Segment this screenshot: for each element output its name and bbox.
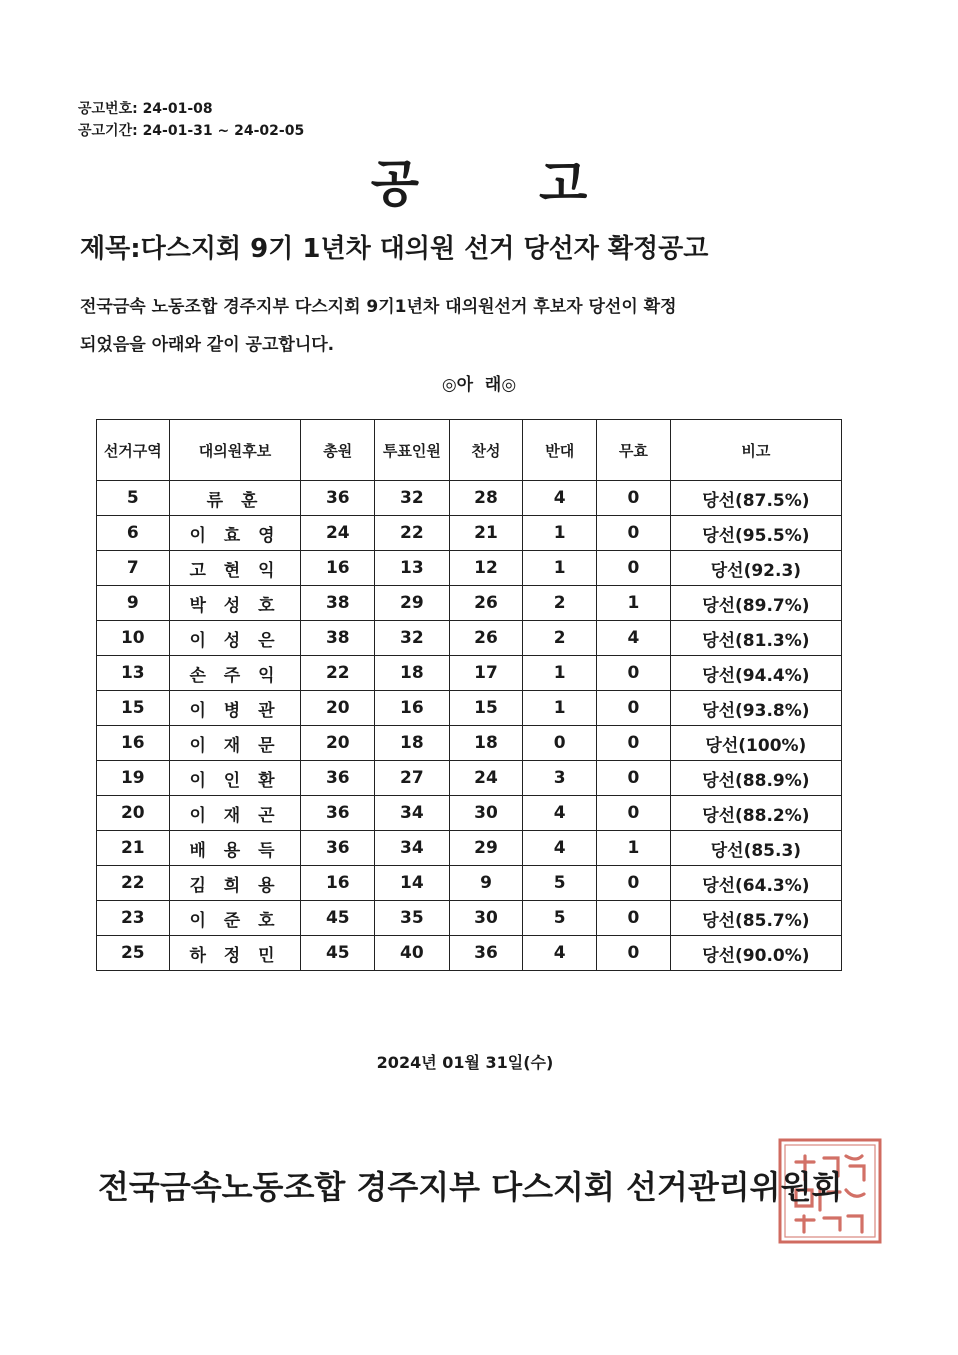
cell-district: 21	[97, 831, 170, 866]
cell-for: 17	[449, 656, 523, 691]
cell-against: 4	[523, 796, 597, 831]
cell-against: 5	[523, 901, 597, 936]
cell-invalid: 0	[597, 936, 671, 971]
cell-against: 5	[523, 866, 597, 901]
cell-voters: 32	[375, 481, 450, 516]
table-row	[97, 726, 842, 761]
cell-candidate: 이 재 곤	[169, 796, 301, 831]
cell-candidate: 김 희 용	[169, 866, 301, 901]
cell-invalid: 0	[597, 761, 671, 796]
cell-district: 13	[97, 656, 170, 691]
cell-total: 36	[301, 831, 375, 866]
cell-for: 30	[449, 796, 523, 831]
table-row	[97, 551, 842, 586]
cell-invalid: 0	[597, 691, 671, 726]
cell-district: 22	[97, 866, 170, 901]
table-row	[97, 691, 842, 726]
cell-voters: 22	[375, 516, 450, 551]
results-table	[96, 419, 842, 971]
cell-invalid: 0	[597, 481, 671, 516]
cell-for: 26	[449, 586, 523, 621]
cell-candidate: 이 성 은	[169, 621, 301, 656]
cell-district: 9	[97, 586, 170, 621]
notice-period: 공고기간: 24-01-31 ~ 24-02-05	[78, 123, 305, 139]
cell-voters: 35	[375, 901, 450, 936]
cell-candidate: 박 성 호	[169, 586, 301, 621]
cell-for: 24	[449, 761, 523, 796]
cell-candidate: 배 용 득	[169, 831, 301, 866]
cell-voters: 13	[375, 551, 450, 586]
cell-remarks: 당선(95.5%)	[670, 516, 841, 551]
body-line-2: 되었음을 아래와 같이 공고합니다.	[80, 335, 335, 355]
cell-total: 16	[301, 551, 375, 586]
body-paragraph	[80, 288, 677, 364]
cell-candidate: 이 인 환	[169, 761, 301, 796]
cell-district: 5	[97, 481, 170, 516]
cell-voters: 32	[375, 621, 450, 656]
cell-remarks: 당선(85.7%)	[670, 901, 841, 936]
cell-for: 15	[449, 691, 523, 726]
cell-invalid: 0	[597, 551, 671, 586]
cell-district: 16	[97, 726, 170, 761]
cell-for: 12	[449, 551, 523, 586]
cell-against: 1	[523, 691, 597, 726]
header-remarks: 비고	[670, 420, 841, 481]
header-for: 찬성	[449, 420, 523, 481]
cell-for: 21	[449, 516, 523, 551]
table-row	[97, 936, 842, 971]
cell-total: 38	[301, 586, 375, 621]
header-against: 반대	[523, 420, 597, 481]
cell-invalid: 0	[597, 656, 671, 691]
cell-remarks: 당선(87.5%)	[670, 481, 841, 516]
cell-remarks: 당선(92.3)	[670, 551, 841, 586]
cell-voters: 18	[375, 656, 450, 691]
cell-against: 4	[523, 831, 597, 866]
notice-date: 2024년 01월 31일(수)	[376, 1053, 554, 1072]
cell-against: 1	[523, 516, 597, 551]
cell-remarks: 당선(94.4%)	[670, 656, 841, 691]
cell-district: 20	[97, 796, 170, 831]
cell-voters: 18	[375, 726, 450, 761]
cell-voters: 29	[375, 586, 450, 621]
cell-remarks: 당선(85.3)	[670, 831, 841, 866]
title-char-right: 고	[539, 155, 588, 213]
cell-district: 7	[97, 551, 170, 586]
cell-remarks: 당선(64.3%)	[670, 866, 841, 901]
cell-district: 15	[97, 691, 170, 726]
cell-candidate: 손 주 익	[169, 656, 301, 691]
cell-candidate: 이 재 문	[169, 726, 301, 761]
cell-for: 18	[449, 726, 523, 761]
table-row	[97, 481, 842, 516]
cell-for: 29	[449, 831, 523, 866]
header-district: 선거구역	[97, 420, 170, 481]
cell-against: 1	[523, 656, 597, 691]
cell-voters: 14	[375, 866, 450, 901]
cell-invalid: 1	[597, 831, 671, 866]
cell-total: 22	[301, 656, 375, 691]
cell-remarks: 당선(89.7%)	[670, 586, 841, 621]
cell-total: 24	[301, 516, 375, 551]
cell-total: 36	[301, 796, 375, 831]
subject-line: 제목:다스지회 9기 1년차 대의원 선거 당선자 확정공고	[80, 234, 709, 264]
cell-total: 45	[301, 936, 375, 971]
cell-district: 10	[97, 621, 170, 656]
table-row	[97, 796, 842, 831]
cell-voters: 16	[375, 691, 450, 726]
table-row	[97, 901, 842, 936]
cell-candidate: 고 현 익	[169, 551, 301, 586]
table-row	[97, 621, 842, 656]
cell-district: 6	[97, 516, 170, 551]
cell-district: 23	[97, 901, 170, 936]
cell-candidate: 류 훈	[169, 481, 301, 516]
cell-invalid: 0	[597, 516, 671, 551]
cell-total: 36	[301, 761, 375, 796]
cell-total: 16	[301, 866, 375, 901]
cell-against: 0	[523, 726, 597, 761]
cell-for: 30	[449, 901, 523, 936]
cell-for: 26	[449, 621, 523, 656]
page-title	[0, 144, 958, 216]
cell-against: 1	[523, 551, 597, 586]
cell-invalid: 0	[597, 901, 671, 936]
cell-total: 20	[301, 726, 375, 761]
header-invalid: 무효	[597, 420, 671, 481]
table-row	[97, 516, 842, 551]
section-marker: ◎아 래◎	[441, 375, 517, 395]
header-voters: 투표인원	[375, 420, 450, 481]
table-body	[97, 481, 842, 971]
cell-district: 19	[97, 761, 170, 796]
cell-voters: 40	[375, 936, 450, 971]
cell-invalid: 0	[597, 866, 671, 901]
table-header-row	[97, 420, 842, 481]
cell-against: 2	[523, 621, 597, 656]
cell-against: 2	[523, 586, 597, 621]
cell-candidate: 하 정 민	[169, 936, 301, 971]
cell-total: 20	[301, 691, 375, 726]
cell-remarks: 당선(88.9%)	[670, 761, 841, 796]
cell-remarks: 당선(93.8%)	[670, 691, 841, 726]
notice-number: 공고번호: 24-01-08	[78, 101, 213, 117]
cell-voters: 27	[375, 761, 450, 796]
notice-meta	[78, 98, 304, 142]
cell-invalid: 1	[597, 586, 671, 621]
cell-candidate: 이 효 영	[169, 516, 301, 551]
cell-for: 9	[449, 866, 523, 901]
title-char-left: 공	[370, 155, 419, 213]
organization-name: 전국금속노동조합 경주지부 다스지회 선거관리위원회	[98, 1168, 843, 1206]
cell-total: 36	[301, 481, 375, 516]
cell-invalid: 0	[597, 796, 671, 831]
cell-for: 28	[449, 481, 523, 516]
table-row	[97, 866, 842, 901]
cell-against: 4	[523, 936, 597, 971]
table-row	[97, 831, 842, 866]
cell-against: 3	[523, 761, 597, 796]
header-candidate: 대의원후보	[169, 420, 301, 481]
table-row	[97, 656, 842, 691]
cell-invalid: 0	[597, 726, 671, 761]
cell-district: 25	[97, 936, 170, 971]
cell-voters: 34	[375, 796, 450, 831]
cell-remarks: 당선(88.2%)	[670, 796, 841, 831]
cell-total: 45	[301, 901, 375, 936]
cell-remarks: 당선(90.0%)	[670, 936, 841, 971]
table-row	[97, 586, 842, 621]
cell-remarks: 당선(100%)	[670, 726, 841, 761]
table-row	[97, 761, 842, 796]
cell-remarks: 당선(81.3%)	[670, 621, 841, 656]
cell-total: 38	[301, 621, 375, 656]
cell-against: 4	[523, 481, 597, 516]
cell-invalid: 4	[597, 621, 671, 656]
cell-for: 36	[449, 936, 523, 971]
cell-candidate: 이 병 관	[169, 691, 301, 726]
header-total: 총원	[301, 420, 375, 481]
cell-candidate: 이 준 호	[169, 901, 301, 936]
body-line-1: 전국금속 노동조합 경주지부 다스지회 9기1년차 대의원선거 후보자 당선이 확정	[80, 297, 677, 317]
cell-voters: 34	[375, 831, 450, 866]
